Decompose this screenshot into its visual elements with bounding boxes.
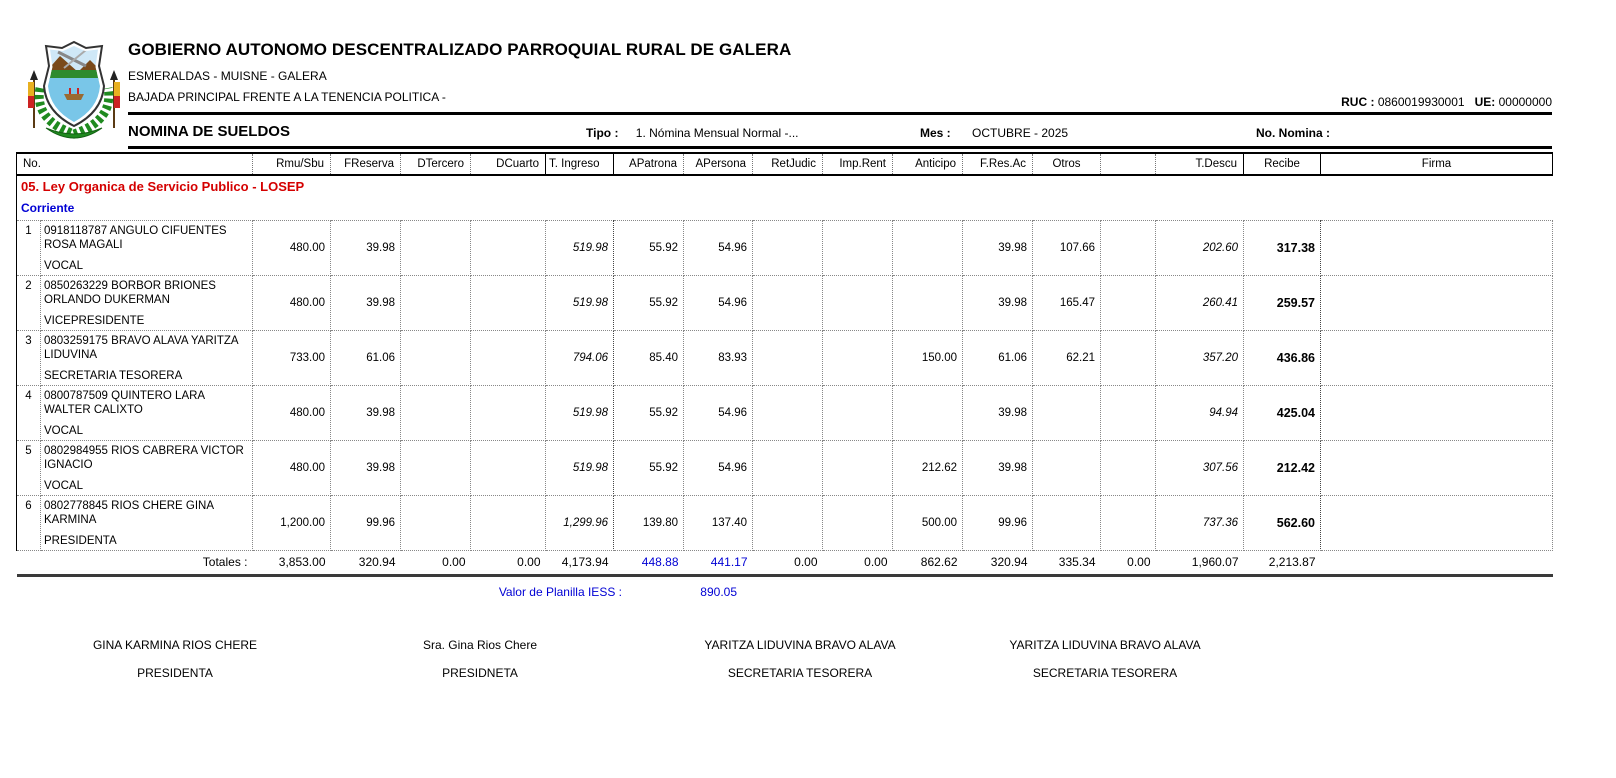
doc-meta-row bbox=[128, 122, 1552, 146]
employee-id-name: 0918118787 ANGULO CIFUENTES ROSA MAGALI bbox=[44, 224, 227, 252]
cell-t-descu: 94.94 bbox=[1156, 385, 1244, 440]
subsection-title-row bbox=[17, 197, 1553, 220]
employee-position: VOCAL bbox=[44, 424, 83, 437]
cell-recibe: 259.57 bbox=[1244, 275, 1321, 330]
employee-id-name: 0802984955 RIOS CABRERA VICTOR IGNACIO bbox=[44, 444, 244, 472]
total-dcuarto: 0.00 bbox=[471, 550, 546, 575]
total-apatrona: 448.88 bbox=[614, 550, 684, 575]
cell-retjudic bbox=[753, 440, 823, 495]
cell-extra bbox=[1101, 275, 1156, 330]
employee-id-name: 0800787509 QUINTERO LARA WALTER CALIXTO bbox=[44, 389, 205, 417]
tipo-value: 1. Nómina Mensual Normal -... bbox=[635, 126, 799, 140]
cell-t-descu: 737.36 bbox=[1156, 495, 1244, 550]
header-divider-top bbox=[128, 112, 1552, 115]
signature-title: PRESIDNETA bbox=[442, 666, 518, 680]
cell-extra bbox=[1101, 330, 1156, 385]
planilla-label: Valor de Planilla IESS : bbox=[498, 585, 622, 599]
total-retjudic: 0.00 bbox=[753, 550, 823, 575]
cell-recibe: 317.38 bbox=[1244, 220, 1321, 275]
ue-label: UE: bbox=[1474, 95, 1496, 109]
cell-apersona: 54.96 bbox=[684, 275, 753, 330]
signature-name: GINA KARMINA RIOS CHERE bbox=[92, 638, 258, 652]
cell-recibe: 436.86 bbox=[1244, 330, 1321, 385]
cell-f-res-ac: 39.98 bbox=[963, 385, 1033, 440]
cell-imp-rent bbox=[823, 440, 893, 495]
cell-firma bbox=[1321, 440, 1553, 495]
signature-title: PRESIDENTA bbox=[137, 666, 213, 680]
cell-retjudic bbox=[753, 275, 823, 330]
cell-dcuarto bbox=[471, 385, 546, 440]
column-header-recibe: Recibe bbox=[1244, 153, 1321, 175]
cell-apatrona: 55.92 bbox=[614, 440, 684, 495]
column-header-firma: Firma bbox=[1321, 153, 1553, 175]
column-header-anticipo: Anticipo bbox=[893, 153, 963, 175]
table-row bbox=[17, 330, 1553, 385]
column-header-t-ingreso: T. Ingreso bbox=[546, 153, 614, 175]
column-header-imp-rent: Imp.Rent bbox=[823, 153, 893, 175]
cell-firma bbox=[1321, 385, 1553, 440]
cell-extra bbox=[1101, 385, 1156, 440]
cell-rmu-sbu: 1,200.00 bbox=[253, 495, 331, 550]
cell-f-res-ac: 61.06 bbox=[963, 330, 1033, 385]
cell-t-ingreso: 1,299.96 bbox=[546, 495, 614, 550]
employee-id-name: 0802778845 RIOS CHERE GINA KARMINA bbox=[44, 499, 214, 527]
cell-t-ingreso: 794.06 bbox=[546, 330, 614, 385]
cell-imp-rent bbox=[823, 385, 893, 440]
coat-of-arms-logo bbox=[20, 36, 128, 146]
total-apersona: 441.17 bbox=[684, 550, 753, 575]
cell-rmu-sbu: 480.00 bbox=[253, 385, 331, 440]
total-imp-rent: 0.00 bbox=[823, 550, 893, 575]
total-recibe: 2,213.87 bbox=[1244, 550, 1321, 575]
cell-firma bbox=[1321, 275, 1553, 330]
row-number: 4 bbox=[17, 385, 41, 440]
cell-f-res-ac: 39.98 bbox=[963, 440, 1033, 495]
doc-title: NOMINA DE SUELDOS bbox=[128, 123, 290, 140]
cell-dcuarto bbox=[471, 495, 546, 550]
total-dtercero: 0.00 bbox=[401, 550, 471, 575]
cell-f-res-ac: 39.98 bbox=[963, 275, 1033, 330]
header-block bbox=[128, 40, 1552, 104]
mes-label: Mes : bbox=[920, 126, 951, 140]
cell-firma bbox=[1321, 330, 1553, 385]
cell-dcuarto bbox=[471, 220, 546, 275]
column-header-retjudic: RetJudic bbox=[753, 153, 823, 175]
cell-rmu-sbu: 480.00 bbox=[253, 440, 331, 495]
mes-field bbox=[920, 126, 1068, 140]
cell-recibe: 562.60 bbox=[1244, 495, 1321, 550]
total-firma bbox=[1321, 550, 1553, 575]
column-header-blank bbox=[1101, 153, 1156, 175]
table-row bbox=[17, 495, 1553, 550]
ue-value: 00000000 bbox=[1498, 95, 1552, 109]
cell-apatrona: 139.80 bbox=[614, 495, 684, 550]
employee-position: VOCAL bbox=[44, 479, 83, 492]
column-header-row bbox=[17, 153, 1553, 175]
cell-anticipo: 212.62 bbox=[893, 440, 963, 495]
mes-value: OCTUBRE - 2025 bbox=[972, 126, 1069, 140]
employee-cell bbox=[41, 220, 253, 275]
cell-t-ingreso: 519.98 bbox=[546, 385, 614, 440]
cell-dcuarto bbox=[471, 440, 546, 495]
total-t-descu: 1,960.07 bbox=[1156, 550, 1244, 575]
cell-imp-rent bbox=[823, 275, 893, 330]
cell-dtercero bbox=[401, 330, 471, 385]
ruc-value: 0860019930001 bbox=[1377, 95, 1465, 109]
table-row bbox=[17, 440, 1553, 495]
no-nomina-label: No. Nomina : bbox=[1256, 126, 1330, 140]
cell-apatrona: 55.92 bbox=[614, 220, 684, 275]
cell-apersona: 54.96 bbox=[684, 440, 753, 495]
coat-of-arms-icon bbox=[20, 36, 128, 146]
employee-cell bbox=[41, 330, 253, 385]
subsection-title: Corriente bbox=[17, 197, 1553, 220]
planilla-value: 890.05 bbox=[700, 585, 737, 599]
column-header-t-descu: T.Descu bbox=[1156, 153, 1244, 175]
cell-f-res-ac: 99.96 bbox=[963, 495, 1033, 550]
cell-anticipo bbox=[893, 385, 963, 440]
cell-otros: 107.66 bbox=[1033, 220, 1101, 275]
cell-freserva: 39.98 bbox=[331, 220, 401, 275]
cell-otros: 165.47 bbox=[1033, 275, 1101, 330]
cell-rmu-sbu: 480.00 bbox=[253, 220, 331, 275]
signature-name: Sra. Gina Rios Chere bbox=[422, 638, 538, 652]
column-header-rmu-sbu: Rmu/Sbu bbox=[253, 153, 331, 175]
totals-label: Totales : bbox=[17, 550, 253, 575]
cell-apersona: 54.96 bbox=[684, 385, 753, 440]
table-row bbox=[17, 275, 1553, 330]
employee-position: SECRETARIA TESORERA bbox=[44, 369, 183, 382]
cell-anticipo: 150.00 bbox=[893, 330, 963, 385]
cell-rmu-sbu: 480.00 bbox=[253, 275, 331, 330]
cell-freserva: 61.06 bbox=[331, 330, 401, 385]
cell-dtercero bbox=[401, 440, 471, 495]
cell-extra bbox=[1101, 220, 1156, 275]
cell-apatrona: 85.40 bbox=[614, 330, 684, 385]
employee-id-name: 0850263229 BORBOR BRIONES ORLANDO DUKERMAN bbox=[44, 279, 216, 307]
cell-freserva: 39.98 bbox=[331, 385, 401, 440]
cell-otros bbox=[1033, 495, 1101, 550]
header-divider-bottom bbox=[128, 146, 1552, 149]
column-header-apersona: APersona bbox=[684, 153, 753, 175]
column-header-otros: Otros bbox=[1033, 153, 1101, 175]
cell-apersona: 54.96 bbox=[684, 220, 753, 275]
cell-dtercero bbox=[401, 275, 471, 330]
cell-t-descu: 307.56 bbox=[1156, 440, 1244, 495]
cell-otros bbox=[1033, 385, 1101, 440]
employee-cell bbox=[41, 385, 253, 440]
cell-dcuarto bbox=[471, 275, 546, 330]
employee-cell bbox=[41, 440, 253, 495]
row-number: 5 bbox=[17, 440, 41, 495]
tipo-label: Tipo : bbox=[586, 126, 619, 140]
cell-rmu-sbu: 733.00 bbox=[253, 330, 331, 385]
cell-retjudic bbox=[753, 495, 823, 550]
cell-anticipo bbox=[893, 275, 963, 330]
planilla-iess-line bbox=[16, 585, 916, 599]
cell-otros bbox=[1033, 440, 1101, 495]
employee-cell bbox=[41, 495, 253, 550]
cell-f-res-ac: 39.98 bbox=[963, 220, 1033, 275]
total-anticipo: 862.62 bbox=[893, 550, 963, 575]
signature-block bbox=[340, 638, 620, 680]
cell-freserva: 99.96 bbox=[331, 495, 401, 550]
cell-recibe: 425.04 bbox=[1244, 385, 1321, 440]
total-rmu-sbu: 3,853.00 bbox=[253, 550, 331, 575]
cell-firma bbox=[1321, 220, 1553, 275]
employee-position: PRESIDENTA bbox=[44, 534, 117, 547]
cell-dtercero bbox=[401, 385, 471, 440]
ruc-label: RUC : bbox=[1341, 95, 1375, 109]
table-row bbox=[17, 385, 1553, 440]
cell-retjudic bbox=[753, 220, 823, 275]
employee-position: VOCAL bbox=[44, 259, 83, 272]
payroll-table bbox=[16, 152, 1553, 577]
cell-imp-rent bbox=[823, 495, 893, 550]
total-otros: 335.34 bbox=[1033, 550, 1101, 575]
tipo-field bbox=[586, 126, 799, 140]
signature-title: SECRETARIA TESORERA bbox=[727, 666, 873, 680]
signature-block bbox=[35, 638, 315, 680]
org-location: ESMERALDAS - MUISNE - GALERA bbox=[128, 69, 327, 83]
cell-dtercero bbox=[401, 495, 471, 550]
cell-apatrona: 55.92 bbox=[614, 275, 684, 330]
employee-position: VICEPRESIDENTE bbox=[44, 314, 145, 327]
cell-t-descu: 202.60 bbox=[1156, 220, 1244, 275]
signature-block bbox=[660, 638, 940, 680]
cell-t-ingreso: 519.98 bbox=[546, 275, 614, 330]
cell-recibe: 212.42 bbox=[1244, 440, 1321, 495]
row-number: 3 bbox=[17, 330, 41, 385]
cell-apersona: 83.93 bbox=[684, 330, 753, 385]
org-name: GOBIERNO AUTONOMO DESCENTRALIZADO PARROQUIAL RURAL DE GALERA bbox=[128, 40, 792, 59]
cell-imp-rent bbox=[823, 330, 893, 385]
column-header-dcuarto: DCuarto bbox=[471, 153, 546, 175]
cell-apersona: 137.40 bbox=[684, 495, 753, 550]
cell-imp-rent bbox=[823, 220, 893, 275]
totals-row bbox=[17, 550, 1553, 575]
signature-area bbox=[0, 638, 1616, 680]
cell-retjudic bbox=[753, 330, 823, 385]
table-row bbox=[17, 220, 1553, 275]
ruc-line bbox=[1341, 95, 1552, 109]
row-number: 1 bbox=[17, 220, 41, 275]
signature-name: YARITZA LIDUVINA BRAVO ALAVA bbox=[704, 638, 896, 652]
signature-title: SECRETARIA TESORERA bbox=[1032, 666, 1178, 680]
section-title: 05. Ley Organica de Servicio Publico - LOSEP bbox=[17, 175, 1553, 197]
total-f-res-ac: 320.94 bbox=[963, 550, 1033, 575]
total-freserva: 320.94 bbox=[331, 550, 401, 575]
cell-anticipo: 500.00 bbox=[893, 495, 963, 550]
cell-dtercero bbox=[401, 220, 471, 275]
row-number: 6 bbox=[17, 495, 41, 550]
cell-t-ingreso: 519.98 bbox=[546, 440, 614, 495]
total-extra: 0.00 bbox=[1101, 550, 1156, 575]
cell-anticipo bbox=[893, 220, 963, 275]
column-header-apatrona: APatrona bbox=[614, 153, 684, 175]
column-header-dtercero: DTercero bbox=[401, 153, 471, 175]
column-header-no-: No. bbox=[17, 153, 253, 175]
cell-dcuarto bbox=[471, 330, 546, 385]
section-title-row bbox=[17, 175, 1553, 197]
cell-extra bbox=[1101, 495, 1156, 550]
cell-freserva: 39.98 bbox=[331, 275, 401, 330]
cell-apatrona: 55.92 bbox=[614, 385, 684, 440]
cell-freserva: 39.98 bbox=[331, 440, 401, 495]
column-header-f-res-ac: F.Res.Ac bbox=[963, 153, 1033, 175]
org-address: BAJADA PRINCIPAL FRENTE A LA TENENCIA POLITICA - bbox=[128, 90, 446, 104]
cell-t-descu: 260.41 bbox=[1156, 275, 1244, 330]
cell-retjudic bbox=[753, 385, 823, 440]
signature-block bbox=[965, 638, 1245, 680]
column-header-freserva: FReserva bbox=[331, 153, 401, 175]
employee-id-name: 0803259175 BRAVO ALAVA YARITZA LIDUVINA bbox=[44, 334, 238, 362]
cell-t-ingreso: 519.98 bbox=[546, 220, 614, 275]
cell-t-descu: 357.20 bbox=[1156, 330, 1244, 385]
total-t-ingreso: 4,173.94 bbox=[546, 550, 614, 575]
cell-otros: 62.21 bbox=[1033, 330, 1101, 385]
cell-firma bbox=[1321, 495, 1553, 550]
no-nomina-field bbox=[1256, 126, 1330, 140]
cell-extra bbox=[1101, 440, 1156, 495]
row-number: 2 bbox=[17, 275, 41, 330]
signature-name: YARITZA LIDUVINA BRAVO ALAVA bbox=[1009, 638, 1201, 652]
employee-cell bbox=[41, 275, 253, 330]
